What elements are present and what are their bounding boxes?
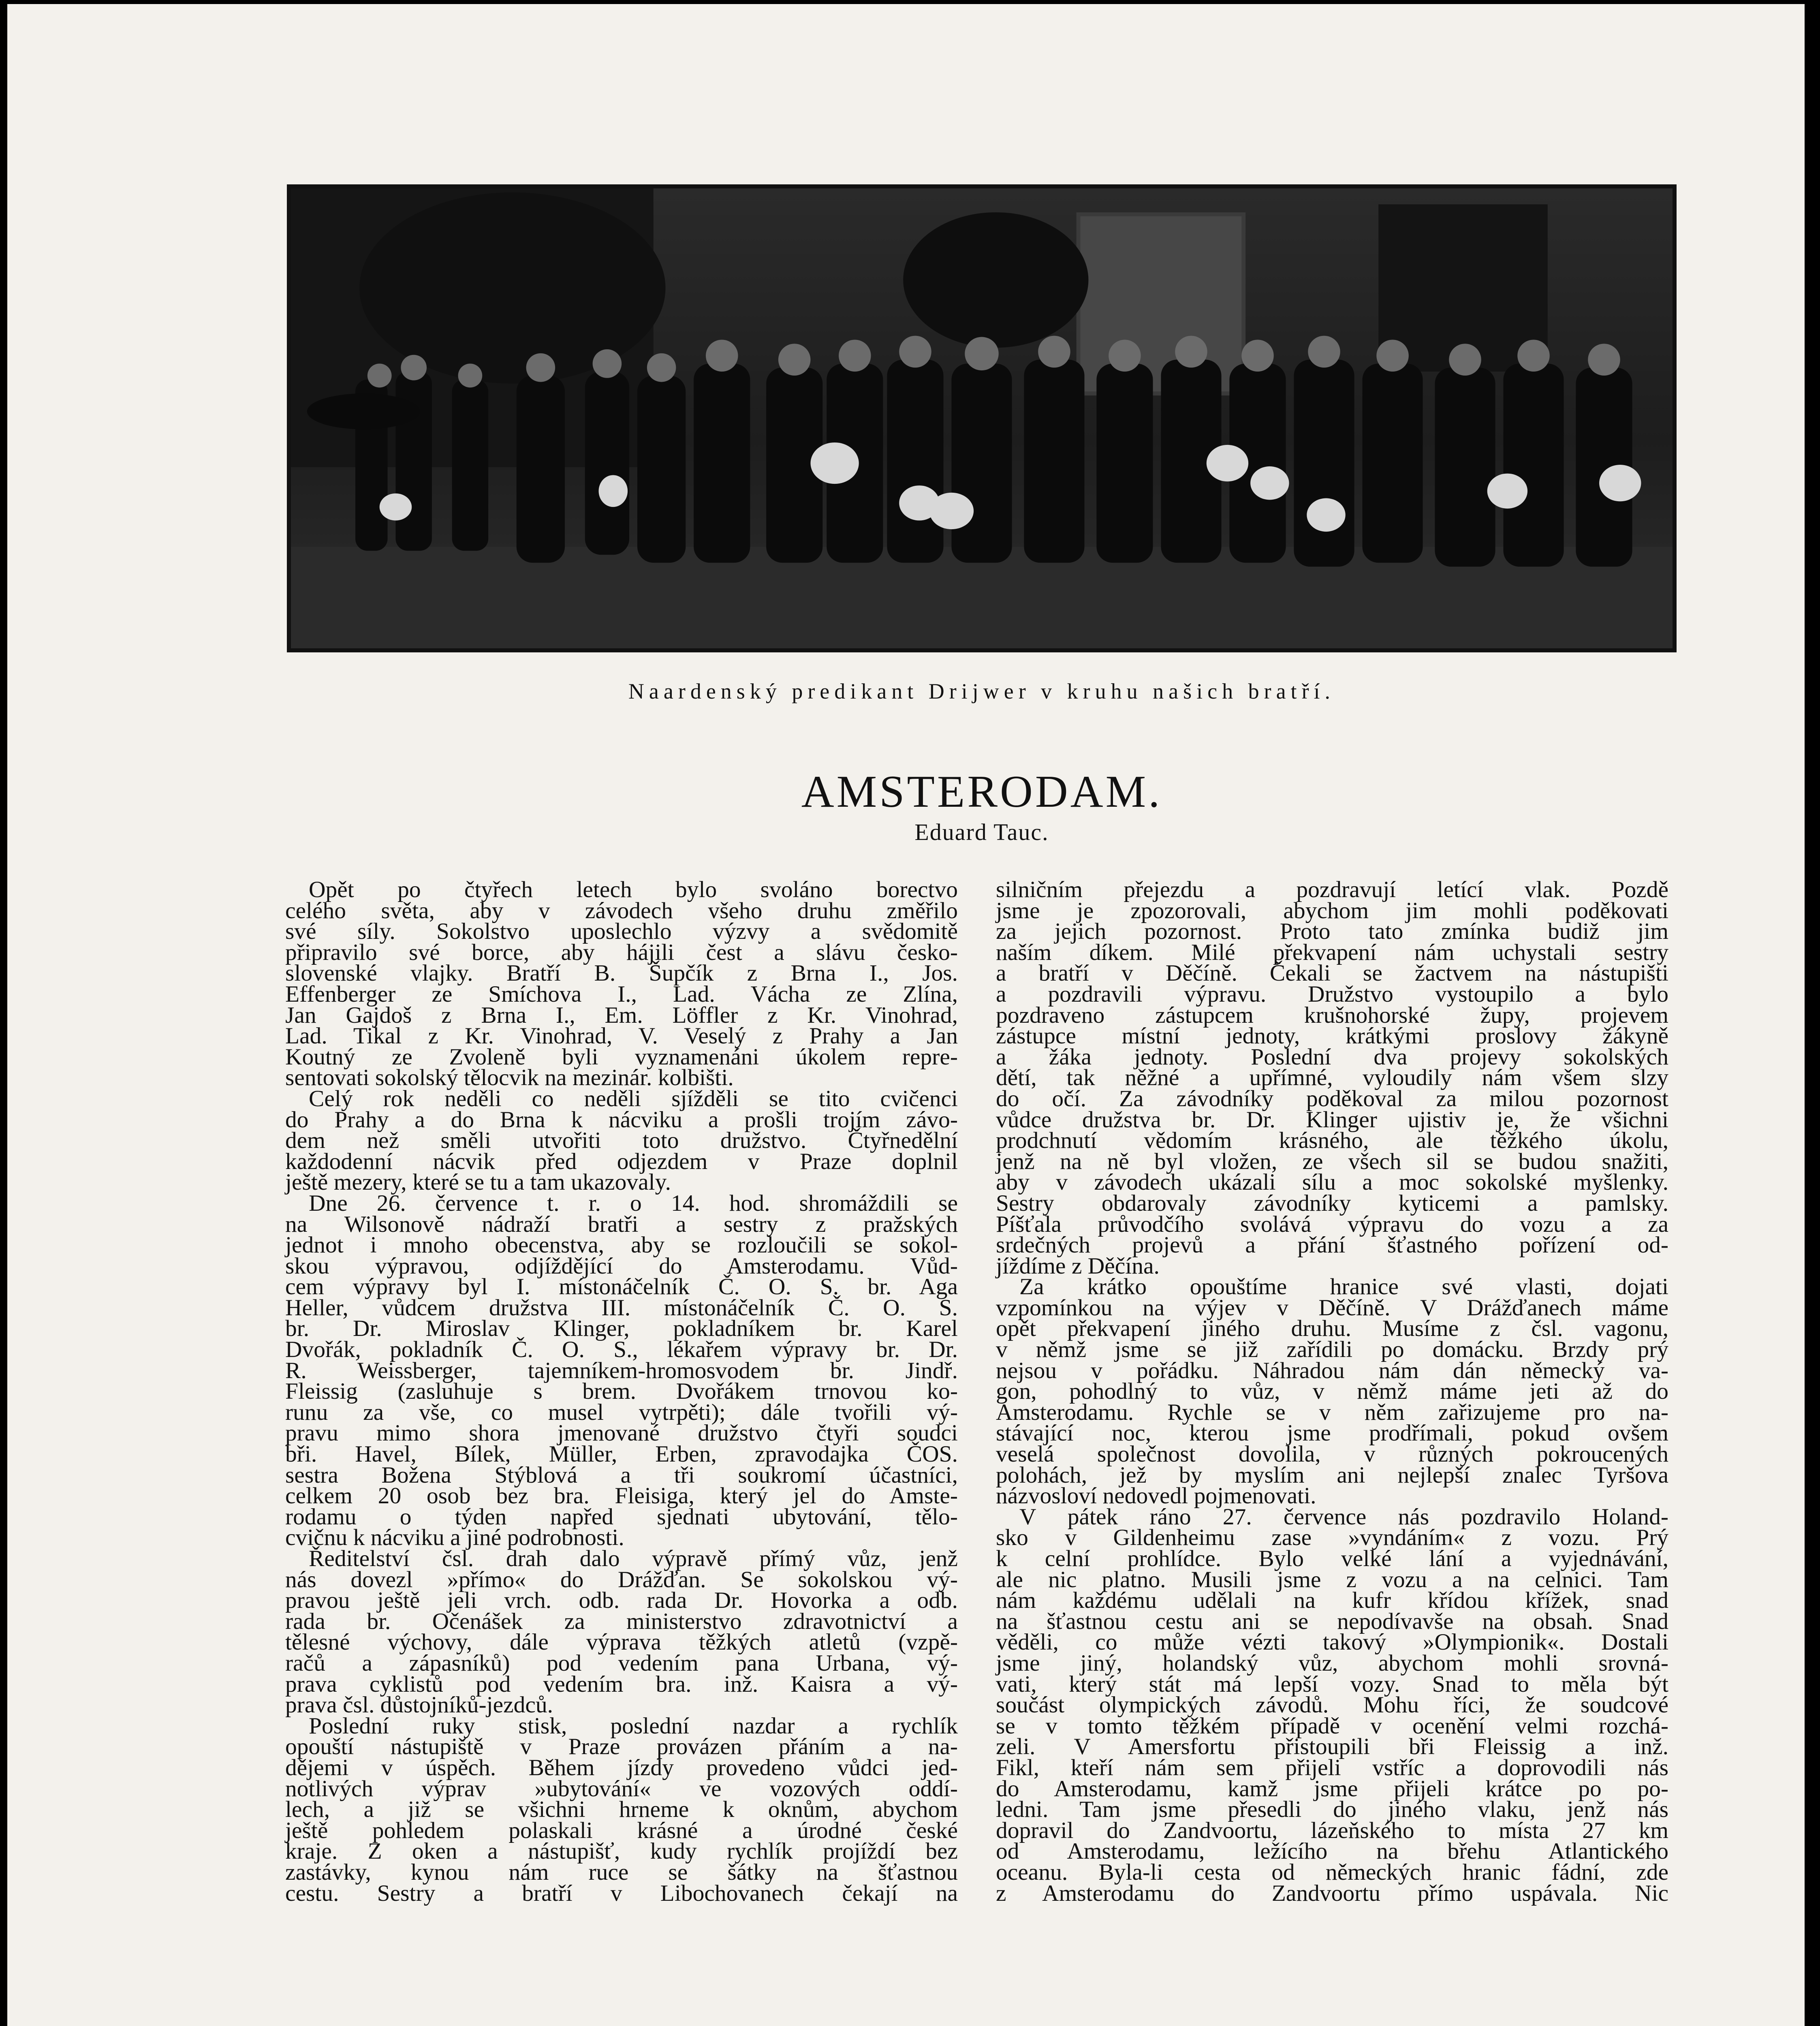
text-line: zastávky, kynou nám ruce se šátky na šťastnou: [285, 1859, 958, 1885]
text-line: na šťastnou cestu ani se nepodívavše na obsah. Snad: [996, 1608, 1668, 1634]
text-line: naším díkem. Milé překvapení nám uchystali sestry: [996, 939, 1668, 965]
text-line: Sestry obdarovaly závodníky kyticemi a pamlsky.: [996, 1190, 1668, 1216]
text-line: k celní prohlídce. Bylo velké lání a vyjednávání,: [996, 1546, 1668, 1571]
text-line: dětí, tak něžné a upřímné, vyloudily nám všem slzy: [996, 1065, 1668, 1091]
text-line: oceanu. Byla-li cesta od německých hranic fádní, zde: [996, 1859, 1668, 1885]
text-line: zeli. V Amersfortu přistoupili bři Fleissig a inž.: [996, 1734, 1668, 1760]
text-line: celého světa, aby v závodech všeho druhu změřilo: [285, 898, 958, 923]
text-line: a bratří v Děčíně. Čekali se žactvem na nástupišti: [996, 960, 1668, 986]
text-line: Ředitelství čsl. drah dalo výpravě přímý vůz, jenž: [309, 1546, 958, 1571]
text-line: jednot i mnoho obecenstva, aby se rozloučili se sokol-: [285, 1232, 958, 1258]
text-line: jsme je zpozorovali, abychom jim mohli poděkovati: [996, 898, 1668, 923]
text-line: stávající noc, kterou jsme prodřímali, pokud ovšem: [996, 1420, 1668, 1446]
text-line: sestra Božena Stýblová a tři soukromí účastníci,: [285, 1462, 958, 1488]
text-line: nejsou v pořádku. Náhradou nám dán německý va-: [996, 1357, 1668, 1383]
text-line: připravilo své borce, aby hájili čest a slávu česko-: [285, 939, 958, 965]
text-line: do Prahy a do Brna k nácviku a prošli trojím závo-: [285, 1107, 958, 1133]
text-line: tělesné výchovy, dále výprava těžkých atletů (vzpě-: [285, 1629, 958, 1655]
text-line: z Amsterodamu do Zandvoortu přímo uspávala. Nic: [996, 1880, 1668, 1906]
text-line: a pozdravili výpravu. Družstvo vystoupilo a bylo: [996, 981, 1668, 1007]
text-line: veselá společnost dovolila, v různých pokroucených: [996, 1441, 1668, 1467]
text-line: gon, pohodlný to vůz, v němž máme jeti až do: [996, 1378, 1668, 1404]
text-line: opouští nástupiště v Praze provázen přáním a na-: [285, 1734, 958, 1760]
text-line: pravu mimo shora jmenované družstvo čtyři soudci: [285, 1420, 958, 1446]
text-line: rodamu o týden napřed sjednati ubytování, tělo-: [285, 1504, 958, 1530]
text-line: cvičnu k nácviku a jiné podrobnosti.: [285, 1525, 624, 1551]
text-line: sentovati sokolský tělocvik na mezinár. kolbišti.: [285, 1065, 734, 1091]
text-line: pravou ještě jeli vrch. odb. rada Dr. Hovorka a odb.: [285, 1588, 958, 1614]
photo-caption: Naardenský predikant Drijwer v kruhu našich bratří.: [628, 679, 1335, 703]
text-line: vzpomínkou na výjev v Děčíně. V Drážďanech máme: [996, 1295, 1668, 1321]
text-line: nás dovezl »přímo« do Drážďan. Se sokolskou vý-: [285, 1567, 958, 1592]
text-line: věděli, co může vézti takový »Olympionik«. Dostali: [996, 1629, 1668, 1655]
text-line: vůdce družstva br. Dr. Klinger ujistiv je, že všichni: [996, 1107, 1668, 1133]
text-line: silničním přejezdu a pozdravují letící vlak. Pozdě: [996, 877, 1668, 902]
text-line: Effenberger ze Smíchova I., Lad. Vácha ze Zlína,: [285, 981, 958, 1007]
text-line: Celý rok neděli co neděli sjížděli se tito cvičenci: [309, 1086, 958, 1111]
article-title: AMSTERODAM.: [801, 767, 1162, 817]
text-line: zástupce místní jednoty, krátkými proslovy žákyně: [996, 1023, 1668, 1049]
text-line: račů a zápasníků) pod vedením pana Urbana, vý-: [285, 1650, 958, 1676]
text-line: na Wilsonově nádraží bratři a sestry z pražských: [285, 1211, 958, 1237]
text-line: cestu. Sestry a bratří v Libochovanech čekají na: [285, 1880, 958, 1906]
text-line: každodenní nácvik před odjezdem v Praze doplnil: [285, 1148, 958, 1174]
text-line: Heller, vůdcem družstva III. místonáčelník Č. O. S.: [285, 1295, 958, 1321]
text-line: vati, který stát má lepší vozy. Snad to měla být: [996, 1671, 1668, 1697]
text-line: prodchnutí vědomím krásného, ale těžkého úkolu,: [996, 1128, 1668, 1154]
text-line: Fleissig (zasluhuje s brem. Dvořákem trnovou ko-: [285, 1378, 958, 1404]
text-line: Poslední ruky stisk, poslední nazdar a rychlík: [309, 1713, 958, 1739]
photograph-image: [291, 188, 1673, 648]
text-line: V pátek ráno 27. července nás pozdravilo Holand-: [1019, 1504, 1668, 1530]
text-line: bři. Havel, Bílek, Müller, Erben, zpravodajka ČOS.: [285, 1441, 958, 1467]
text-line: ledni. Tam jsme přesedli do jiného vlaku, jenž nás: [996, 1797, 1668, 1823]
text-line: skou výpravou, odjíždějící do Amsterodamu. Vůd-: [285, 1253, 958, 1279]
text-line: dopravil do Zandvoortu, lázeňského to místa 27 km: [996, 1817, 1668, 1843]
text-line: ještě pohledem polaskali krásné a úrodné české: [285, 1817, 958, 1843]
text-line: srdečných projevů a přání šťastného pořízení od-: [996, 1232, 1668, 1258]
text-line: slovenské vlajky. Bratří B. Šupčík z Brna I., Jos.: [285, 960, 958, 986]
text-line: celkem 20 osob bez bra. Fleisiga, který jel do Amste-: [285, 1483, 958, 1509]
text-line: opět překvapení jiného druhu. Musíme z čsl. vagonu,: [996, 1316, 1668, 1342]
text-line: R. Weissberger, tajemníkem-hromosvodem br. Jindř.: [285, 1357, 958, 1383]
text-line: prava cyklistů pod vedením bra. inž. Kaisra a vý-: [285, 1671, 958, 1697]
text-line: od Amsterodamu, ležícího na břehu Atlantického: [996, 1838, 1668, 1864]
text-line: Dne 26. července t. r. o 14. hod. shromáždili se: [309, 1190, 958, 1216]
text-line: jíždíme z Děčína.: [996, 1253, 1160, 1279]
text-line: lech, a již se všichni hrneme k oknům, abychom: [285, 1797, 958, 1823]
text-line: za jejich pozornost. Proto tato zmínka budiž jim: [996, 919, 1668, 945]
text-line: Opět po čtyřech letech bylo svoláno borectvo: [309, 877, 958, 902]
text-line: sko v Gildenheimu zase »vyndáním« z vozu. Prý: [996, 1525, 1668, 1551]
text-line: kraje. Z oken a nástupišť, kudy rychlík projíždí bez: [285, 1838, 958, 1864]
text-line: se v tomto těžkém případě v ocenění velmi rozchá-: [996, 1713, 1668, 1739]
text-line: jenž na ně byl vložen, ze všech sil se budou snažiti,: [996, 1148, 1668, 1174]
text-line: své síly. Sokolstvo uposlechlo výzvy a svědomitě: [285, 919, 958, 945]
text-line: prava čsl. důstojníků-jezdců.: [285, 1692, 553, 1718]
text-line: Za krátko opouštíme hranice své vlasti, dojati: [1019, 1274, 1668, 1300]
text-line: Fikl, kteří nám sem přijeli vstříc a doprovodili nás: [996, 1755, 1668, 1780]
text-line: polohách, jež by myslím ani nejlepší znalec Tyršova: [996, 1462, 1668, 1488]
article-column-right: [996, 879, 1668, 1904]
text-line: ještě mezery, které se tu a tam ukazovaly.: [285, 1169, 671, 1195]
text-line: jsme jiný, holandský vůz, abychom mohli srovná-: [996, 1650, 1668, 1676]
text-line: do Amsterodamu, kamž jsme přijeli krátce po po-: [996, 1776, 1668, 1802]
group-photograph: [287, 184, 1677, 652]
page: [7, 4, 1805, 2026]
text-line: cem výpravy byl I. místonáčelník Č. O. S. br. Aga: [285, 1274, 958, 1300]
text-line: nám každému udělali na kufr křídou křížek, snad: [996, 1588, 1668, 1614]
text-line: v němž jsme se již zařídili po domácku. Brzdy prý: [996, 1337, 1668, 1363]
text-line: a žáka jednoty. Poslední dva projevy sokolských: [996, 1044, 1668, 1070]
text-line: aby v závodech ukázali sílu a moc sokolské myšlenky.: [996, 1169, 1668, 1195]
text-line: názvosloví nedovedl pojmenovati.: [996, 1483, 1316, 1509]
text-line: runu za vše, co musel vytrpěti); dále tvořili vý-: [285, 1399, 958, 1425]
text-line: Dvořák, pokladník Č. O. S., lékařem výpravy br. Dr.: [285, 1337, 958, 1363]
text-line: dějemi v úspěch. Během jízdy provedeno vůdci jed-: [285, 1755, 958, 1780]
text-line: rada br. Očenášek za ministerstvo zdravotnictví a: [285, 1608, 958, 1634]
text-line: Lad. Tikal z Kr. Vinohrad, V. Veselý z Prahy a Jan: [285, 1023, 958, 1049]
text-line: pozdraveno zástupcem krušnohorské župy, projevem: [996, 1002, 1668, 1028]
text-line: do očí. Za závodníky poděkoval za milou pozornost: [996, 1086, 1668, 1111]
text-line: Jan Gajdoš z Brna I., Em. Löffler z Kr. Vinohrad,: [285, 1002, 958, 1028]
text-line: dem než směli utvořiti toto družstvo. Čtyřnedělní: [285, 1128, 958, 1154]
text-line: br. Dr. Miroslav Klinger, pokladníkem br. Karel: [285, 1316, 958, 1342]
article-column-left: [285, 879, 958, 1904]
text-line: ale nic platno. Musili jsme z vozu a na celnici. Tam: [996, 1567, 1668, 1592]
text-line: Koutný ze Zvoleně byli vyznamenáni úkolem repre-: [285, 1044, 958, 1070]
text-line: Amsterodamu. Rychle se v něm zařizujeme pro na-: [996, 1399, 1668, 1425]
text-line: Píšťala průvodčího svolává výpravu do vozu a za: [996, 1211, 1668, 1237]
text-line: notlivých výprav »ubytování« ve vozových oddí-: [285, 1776, 958, 1802]
text-line: součást olympických závodů. Mohu říci, že soudcové: [996, 1692, 1668, 1718]
article-author: Eduard Tauc.: [914, 819, 1049, 845]
